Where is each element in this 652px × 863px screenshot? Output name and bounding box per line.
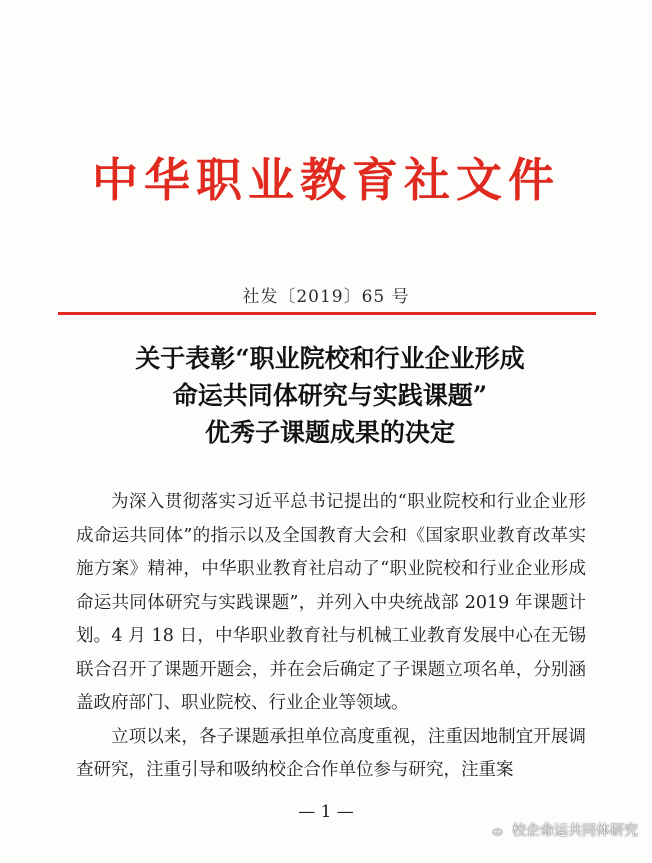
- title-line-3: 优秀子课题成果的决定: [204, 418, 455, 447]
- wechat-icon: [482, 820, 506, 840]
- masthead-title: 中华职业教育社文件: [92, 153, 560, 207]
- title-line-2: 命运共同体研究与实践课题”: [172, 381, 488, 410]
- page-number: — 1 —: [298, 802, 354, 822]
- document-title: [60, 340, 600, 451]
- paragraph-1: 为深入贯彻落实习近平总书记提出的“职业院校和行业企业形成命运共同体”的指示以及全国教育大会和《国家职业教育改革实施方案》精神，中华职业教育社启动了“职业院校和行业企业形成命运共同体研究与实践课题”，并列入中央统战部 2019 年课题计划。4 月 18 日，中华职业教育社与机械工业教育发展中心在无锡联合召开了课题开题会，并在会后确定了子课题立项名单，分别涵盖政府部门、职业院校、行业企业等领域。: [76, 492, 586, 713]
- red-divider-line: [58, 312, 596, 315]
- title-line-1: 关于表彰“职业院校和行业企业形成: [135, 344, 525, 373]
- wechat-watermark: [482, 820, 638, 840]
- paragraph-2: 立项以来，各子课题承担单位高度重视，注重因地制宜开展调查研究，注重引导和吸纳校企合作单位参与研究，注重案: [76, 726, 586, 780]
- watermark-text: 校企命运共同体研究: [512, 823, 638, 839]
- body-text: [76, 486, 586, 788]
- document-number: 社发〔2019〕65 号: [242, 287, 410, 307]
